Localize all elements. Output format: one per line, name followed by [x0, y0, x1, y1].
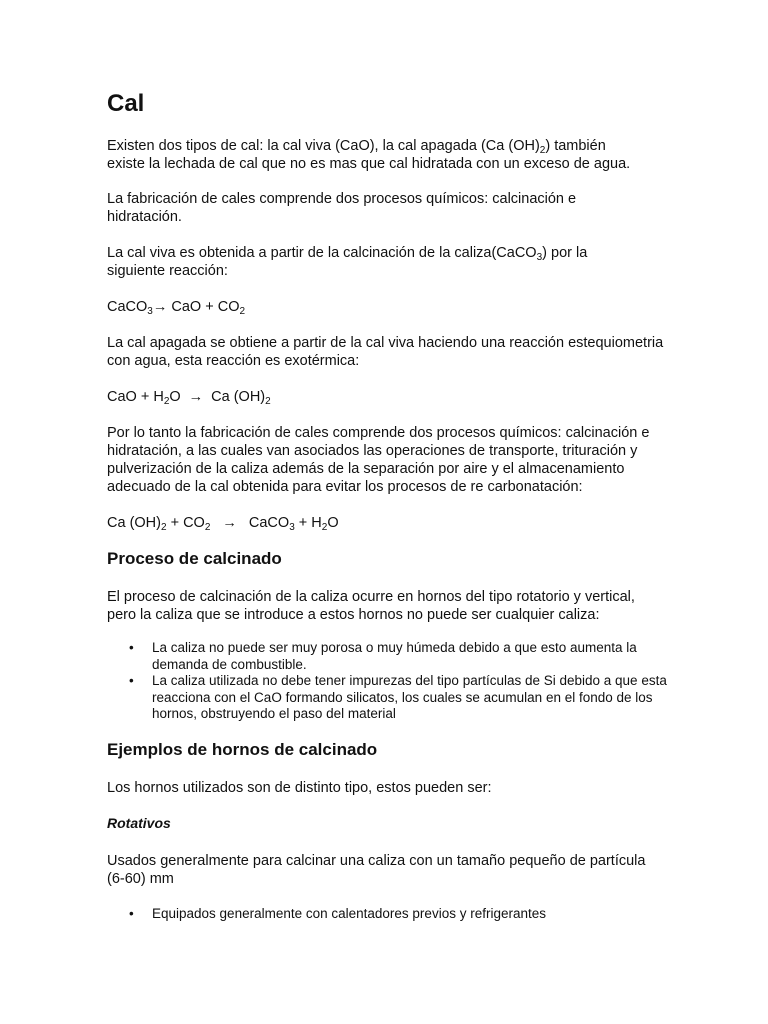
section-heading-calcinado: Proceso de calcinado	[107, 549, 282, 568]
subscript: 3	[536, 252, 543, 263]
paragraph-line: existe la lechada de cal que no es mas que cal hidratada con un exceso de agua.	[107, 156, 631, 172]
equation-term: Ca (OH)	[107, 515, 161, 531]
paragraph-fabricacion: La fabricación de cales comprende dos procesos químicos: calcinación e hidratación.	[107, 191, 577, 225]
page-title: Cal	[107, 90, 145, 117]
paragraph-hornos: Los hornos utilizados son de distinto tipo, estos pueden ser:	[107, 780, 492, 796]
equation-calcinacion	[107, 298, 245, 316]
paragraph-line-tail: ) también	[545, 138, 606, 154]
bullet-list-rotativos	[107, 906, 667, 923]
bullet-list-requisitos	[107, 640, 667, 723]
section-heading-ejemplos: Ejemplos de hornos de calcinado	[107, 740, 378, 759]
paragraph-proceso-calcinacion: El proceso de calcinación de la caliza ocurre en hornos del tipo rotatorio y vertical, pero la caliza que se introduce a estos hornos no puede ser cualquier caliza:	[107, 589, 635, 623]
subscript: 2	[321, 522, 328, 533]
equation-term: CaO + H	[107, 389, 164, 405]
subscript: 2	[239, 306, 246, 317]
paragraph-procesos: Por lo tanto la fabricación de cales comprende dos procesos químicos: calcinación e hidratación, a las cuales van asociados las operaciones de transporte, trituración y pulverización de la caliza además de la separación por aire y el almacenamiento adecuado de la cal obtenida para evitar los procesos de re carbonatación:	[107, 425, 650, 495]
subheading-rotativos: Rotativos	[107, 815, 171, 831]
paragraph-cal-apagada: La cal apagada se obtiene a partir de la cal viva haciendo una reacción estequiometria con agua, esta reacción es exotérmica:	[107, 335, 664, 369]
list-item: • Equipados generalmente con calentadores previos y refrigerantes	[107, 906, 667, 923]
paragraph-tipos-de-cal	[107, 137, 667, 173]
paragraph-rotativos: Usados generalmente para calcinar una caliza con un tamaño pequeño de partícula (6-60) mm	[107, 853, 646, 887]
equation-hidratacion	[107, 388, 271, 406]
subscript: 2	[539, 145, 546, 156]
subscript: 3	[147, 306, 153, 317]
paragraph-cal-viva	[107, 244, 667, 280]
list-item: • La caliza utilizada no debe tener impurezas del tipo partículas de Si debido a que esta reacciona con el CaO formando silicatos, los cuales se acumulan en el fondo de los hornos, obstruyendo el paso del material	[107, 673, 667, 723]
equation-carbonatacion	[107, 514, 339, 532]
equation-term: CaCO	[248, 515, 290, 531]
arrow-symbol: →	[222, 515, 237, 531]
paragraph-line: Existen dos tipos de cal: la cal viva (CaO), la cal apagada (Ca (OH)	[107, 138, 540, 154]
equation-term: + CO	[166, 515, 205, 531]
equation-term: CaO + CO	[167, 299, 240, 315]
list-item: • La caliza no puede ser muy porosa o muy húmeda debido a que esto aumenta la demanda de combustible.	[107, 640, 667, 673]
paragraph-line: La cal viva es obtenida a partir de la calcinación de la caliza(CaCO	[107, 245, 537, 261]
subscript: 2	[163, 396, 170, 407]
equation-term: O	[169, 389, 181, 405]
subscript: 3	[289, 522, 295, 533]
subscript: 2	[265, 396, 271, 407]
subscript: 2	[204, 522, 211, 533]
paragraph-line: siguiente reacción:	[107, 263, 228, 279]
paragraph-line-tail: ) por la	[542, 245, 588, 261]
equation-term: + H	[294, 515, 322, 531]
equation-term: Ca (OH)	[211, 389, 266, 405]
equation-term: CaCO	[107, 299, 148, 315]
arrow-symbol: →	[152, 299, 168, 315]
equation-term: O	[327, 515, 339, 531]
arrow-symbol: →	[188, 389, 204, 405]
subscript: 2	[160, 522, 167, 533]
